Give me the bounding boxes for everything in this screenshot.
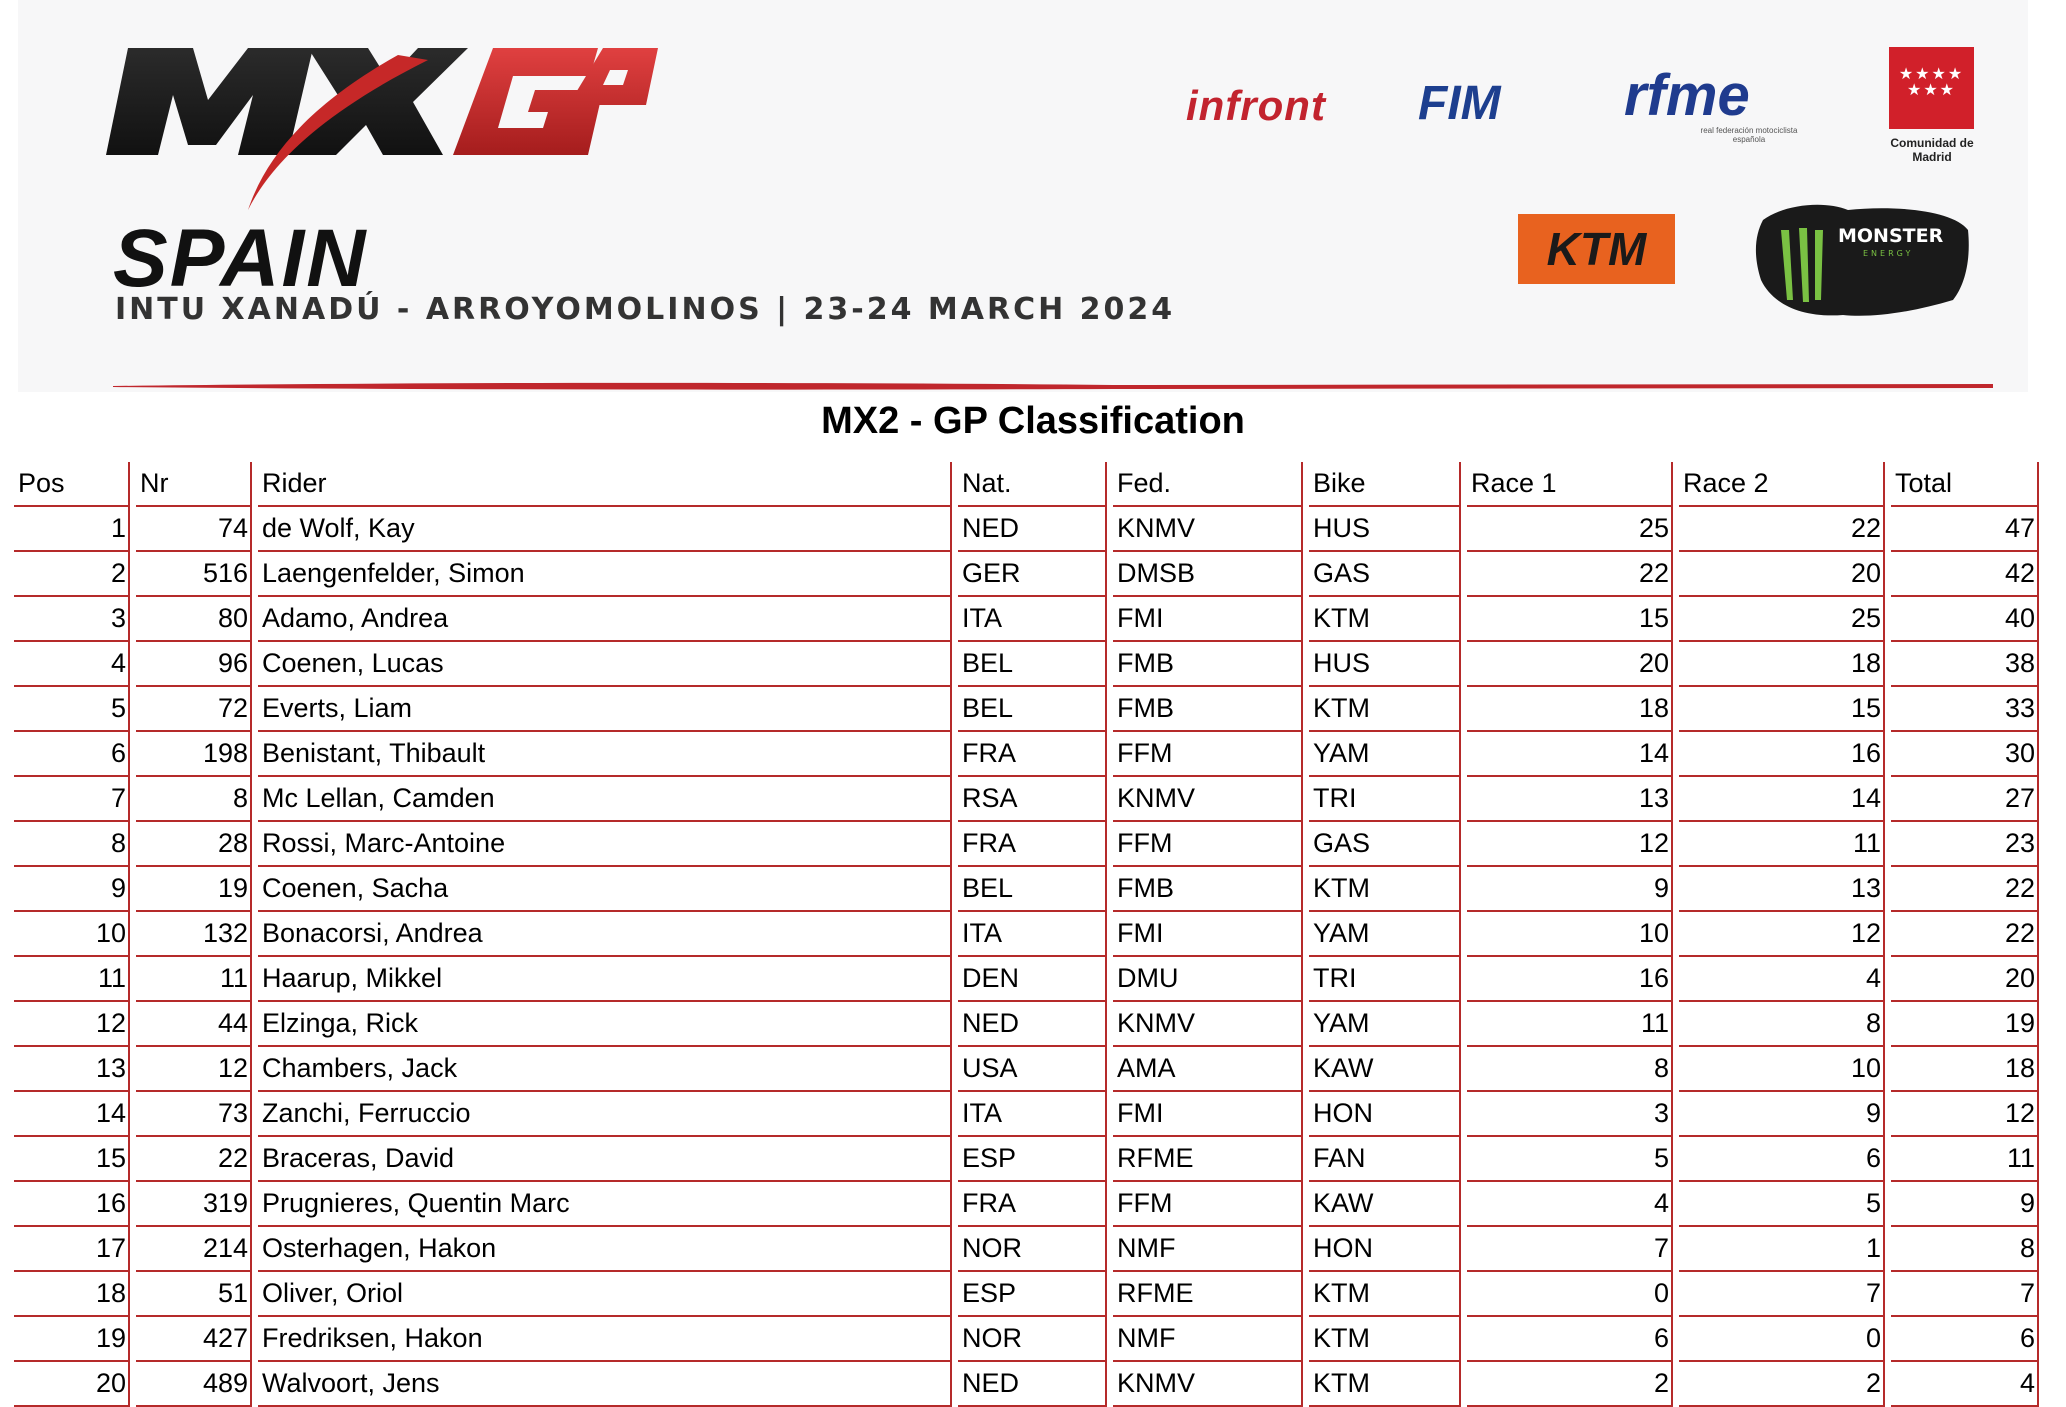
federation-cell: FFM (1113, 1182, 1303, 1227)
nationality-cell: ESP (958, 1137, 1107, 1182)
race2-points-cell: 10 (1679, 1047, 1885, 1092)
col-header-bike: Bike (1309, 462, 1461, 507)
table-row (14, 642, 2039, 687)
pos-cell: 18 (14, 1272, 130, 1317)
number-cell: 80 (136, 597, 252, 642)
race2-points-cell: 6 (1679, 1137, 1885, 1182)
nationality-cell: NED (958, 507, 1107, 552)
number-cell: 19 (136, 867, 252, 912)
race1-points-cell: 15 (1467, 597, 1673, 642)
number-cell: 516 (136, 552, 252, 597)
table-row (14, 957, 2039, 1002)
federation-cell: FFM (1113, 732, 1303, 777)
federation-cell: FMI (1113, 597, 1303, 642)
bike-cell: TRI (1309, 777, 1461, 822)
nationality-cell: DEN (958, 957, 1107, 1002)
col-header-total: Total (1891, 462, 2039, 507)
rider-cell: Bonacorsi, Andrea (258, 912, 952, 957)
bike-cell: KTM (1309, 687, 1461, 732)
nationality-cell: RSA (958, 777, 1107, 822)
total-points-cell: 11 (1891, 1137, 2039, 1182)
table-header-row (14, 462, 2039, 507)
federation-cell: NMF (1113, 1227, 1303, 1272)
pos-cell: 3 (14, 597, 130, 642)
pos-cell: 11 (14, 957, 130, 1002)
bike-cell: GAS (1309, 552, 1461, 597)
total-points-cell: 38 (1891, 642, 2039, 687)
bike-cell: YAM (1309, 912, 1461, 957)
table-row (14, 687, 2039, 732)
race2-points-cell: 18 (1679, 642, 1885, 687)
bike-cell: KTM (1309, 867, 1461, 912)
number-cell: 489 (136, 1362, 252, 1407)
col-header-race1: Race 1 (1467, 462, 1673, 507)
federation-cell: KNMV (1113, 1002, 1303, 1047)
bike-cell: KTM (1309, 1272, 1461, 1317)
nationality-cell: ITA (958, 597, 1107, 642)
table-row (14, 1362, 2039, 1407)
bike-cell: KTM (1309, 1362, 1461, 1407)
page-title: MX2 - GP Classification (821, 400, 1245, 442)
race2-points-cell: 9 (1679, 1092, 1885, 1137)
col-header-nat: Nat. (958, 462, 1107, 507)
federation-cell: FFM (1113, 822, 1303, 867)
pos-cell: 12 (14, 1002, 130, 1047)
number-cell: 319 (136, 1182, 252, 1227)
monster-energy-logo (1753, 200, 1973, 320)
ktm-logo-text: KTM (1546, 223, 1647, 275)
number-cell: 22 (136, 1137, 252, 1182)
race1-points-cell: 3 (1467, 1092, 1673, 1137)
number-cell: 74 (136, 507, 252, 552)
race2-points-cell: 14 (1679, 777, 1885, 822)
pos-cell: 6 (14, 732, 130, 777)
rfme-logo: rfme (1624, 63, 1750, 128)
race2-points-cell: 16 (1679, 732, 1885, 777)
pos-cell: 4 (14, 642, 130, 687)
race1-points-cell: 12 (1467, 822, 1673, 867)
nationality-cell: GER (958, 552, 1107, 597)
number-cell: 132 (136, 912, 252, 957)
race1-points-cell: 11 (1467, 1002, 1673, 1047)
bike-cell: TRI (1309, 957, 1461, 1002)
nationality-cell: NED (958, 1362, 1107, 1407)
nationality-cell: ESP (958, 1272, 1107, 1317)
race1-points-cell: 0 (1467, 1272, 1673, 1317)
table-row (14, 867, 2039, 912)
total-points-cell: 40 (1891, 597, 2039, 642)
rider-cell: Fredriksen, Hakon (258, 1317, 952, 1362)
table-row (14, 1317, 2039, 1362)
number-cell: 44 (136, 1002, 252, 1047)
stars-icon: ★★★★ ★★★ (1898, 66, 1965, 99)
pos-cell: 14 (14, 1092, 130, 1137)
total-points-cell: 18 (1891, 1047, 2039, 1092)
header-banner (18, 0, 2028, 392)
red-divider-stripe (113, 380, 1993, 392)
event-name: SPAIN (113, 213, 368, 304)
race1-points-cell: 20 (1467, 642, 1673, 687)
race2-points-cell: 1 (1679, 1227, 1885, 1272)
race1-points-cell: 25 (1467, 507, 1673, 552)
rider-cell: Everts, Liam (258, 687, 952, 732)
bike-cell: FAN (1309, 1137, 1461, 1182)
total-points-cell: 23 (1891, 822, 2039, 867)
number-cell: 12 (136, 1047, 252, 1092)
total-points-cell: 22 (1891, 867, 2039, 912)
bike-cell: GAS (1309, 822, 1461, 867)
nationality-cell: BEL (958, 642, 1107, 687)
table-row (14, 1047, 2039, 1092)
pos-cell: 7 (14, 777, 130, 822)
rider-cell: Walvoort, Jens (258, 1362, 952, 1407)
race2-points-cell: 22 (1679, 507, 1885, 552)
pos-cell: 13 (14, 1047, 130, 1092)
bike-cell: HUS (1309, 507, 1461, 552)
number-cell: 28 (136, 822, 252, 867)
federation-cell: RFME (1113, 1272, 1303, 1317)
bike-cell: KTM (1309, 597, 1461, 642)
table-row (14, 777, 2039, 822)
total-points-cell: 20 (1891, 957, 2039, 1002)
pos-cell: 1 (14, 507, 130, 552)
table-row (14, 912, 2039, 957)
race1-points-cell: 7 (1467, 1227, 1673, 1272)
total-points-cell: 33 (1891, 687, 2039, 732)
rider-cell: Mc Lellan, Camden (258, 777, 952, 822)
number-cell: 51 (136, 1272, 252, 1317)
number-cell: 96 (136, 642, 252, 687)
rider-cell: Oliver, Oriol (258, 1272, 952, 1317)
federation-cell: RFME (1113, 1137, 1303, 1182)
federation-cell: FMI (1113, 912, 1303, 957)
col-header-nr: Nr (136, 462, 252, 507)
bike-cell: HON (1309, 1227, 1461, 1272)
nationality-cell: NOR (958, 1227, 1107, 1272)
madrid-flag-logo (1889, 47, 1974, 129)
infront-logo: infront (1186, 82, 1326, 129)
bike-cell: KAW (1309, 1047, 1461, 1092)
pos-cell: 2 (14, 552, 130, 597)
bike-cell: YAM (1309, 732, 1461, 777)
pos-cell: 9 (14, 867, 130, 912)
race2-points-cell: 20 (1679, 552, 1885, 597)
rider-cell: Elzinga, Rick (258, 1002, 952, 1047)
nationality-cell: BEL (958, 867, 1107, 912)
col-header-fed: Fed. (1113, 462, 1303, 507)
pos-cell: 10 (14, 912, 130, 957)
race2-points-cell: 2 (1679, 1362, 1885, 1407)
rider-cell: Haarup, Mikkel (258, 957, 952, 1002)
total-points-cell: 9 (1891, 1182, 2039, 1227)
federation-cell: FMB (1113, 687, 1303, 732)
race2-points-cell: 7 (1679, 1272, 1885, 1317)
federation-cell: FMB (1113, 867, 1303, 912)
number-cell: 72 (136, 687, 252, 732)
fim-logo: FIM (1418, 77, 1501, 130)
nationality-cell: FRA (958, 822, 1107, 867)
race1-points-cell: 14 (1467, 732, 1673, 777)
rider-cell: Laengenfelder, Simon (258, 552, 952, 597)
federation-cell: NMF (1113, 1317, 1303, 1362)
col-header-rider: Rider (258, 462, 952, 507)
table-row (14, 1092, 2039, 1137)
col-header-race2: Race 2 (1679, 462, 1885, 507)
number-cell: 11 (136, 957, 252, 1002)
col-header-pos: Pos (14, 462, 130, 507)
race2-points-cell: 11 (1679, 822, 1885, 867)
rider-cell: de Wolf, Kay (258, 507, 952, 552)
total-points-cell: 19 (1891, 1002, 2039, 1047)
nationality-cell: ITA (958, 1092, 1107, 1137)
total-points-cell: 27 (1891, 777, 2039, 822)
table-row (14, 1182, 2039, 1227)
total-points-cell: 8 (1891, 1227, 2039, 1272)
number-cell: 73 (136, 1092, 252, 1137)
race2-points-cell: 0 (1679, 1317, 1885, 1362)
race1-points-cell: 13 (1467, 777, 1673, 822)
bike-cell: KTM (1309, 1317, 1461, 1362)
ktm-logo (1518, 214, 1675, 284)
rider-cell: Adamo, Andrea (258, 597, 952, 642)
rider-cell: Coenen, Sacha (258, 867, 952, 912)
rider-cell: Benistant, Thibault (258, 732, 952, 777)
nationality-cell: BEL (958, 687, 1107, 732)
race1-points-cell: 2 (1467, 1362, 1673, 1407)
total-points-cell: 12 (1891, 1092, 2039, 1137)
race1-points-cell: 10 (1467, 912, 1673, 957)
table-row (14, 552, 2039, 597)
table-row (14, 597, 2039, 642)
rider-cell: Prugnieres, Quentin Marc (258, 1182, 952, 1227)
pos-cell: 20 (14, 1362, 130, 1407)
federation-cell: KNMV (1113, 507, 1303, 552)
federation-cell: FMB (1113, 642, 1303, 687)
table-row (14, 1272, 2039, 1317)
table-row (14, 1227, 2039, 1272)
mxgp-logo (98, 40, 658, 210)
race2-points-cell: 15 (1679, 687, 1885, 732)
total-points-cell: 22 (1891, 912, 2039, 957)
race2-points-cell: 25 (1679, 597, 1885, 642)
rider-cell: Coenen, Lucas (258, 642, 952, 687)
total-points-cell: 47 (1891, 507, 2039, 552)
federation-cell: FMI (1113, 1092, 1303, 1137)
pos-cell: 8 (14, 822, 130, 867)
table-row (14, 1002, 2039, 1047)
federation-cell: DMU (1113, 957, 1303, 1002)
number-cell: 427 (136, 1317, 252, 1362)
rider-cell: Chambers, Jack (258, 1047, 952, 1092)
table-row (14, 1137, 2039, 1182)
table-body (14, 507, 2039, 1407)
race2-points-cell: 5 (1679, 1182, 1885, 1227)
race1-points-cell: 8 (1467, 1047, 1673, 1092)
race1-points-cell: 9 (1467, 867, 1673, 912)
total-points-cell: 42 (1891, 552, 2039, 597)
pos-cell: 5 (14, 687, 130, 732)
bike-cell: HUS (1309, 642, 1461, 687)
event-venue-date: INTU XANADÚ - ARROYOMOLINOS | 23-24 MARCH 2024 (115, 292, 1176, 327)
total-points-cell: 30 (1891, 732, 2039, 777)
rfme-subtitle: real federación motociclista española (1700, 126, 1798, 144)
table-row (14, 822, 2039, 867)
pos-cell: 16 (14, 1182, 130, 1227)
nationality-cell: ITA (958, 912, 1107, 957)
bike-cell: HON (1309, 1092, 1461, 1137)
race1-points-cell: 4 (1467, 1182, 1673, 1227)
svg-text:ENERGY: ENERGY (1863, 249, 1914, 258)
number-cell: 198 (136, 732, 252, 777)
nationality-cell: NOR (958, 1317, 1107, 1362)
federation-cell: AMA (1113, 1047, 1303, 1092)
number-cell: 214 (136, 1227, 252, 1272)
classification-table (8, 462, 2045, 1407)
pos-cell: 15 (14, 1137, 130, 1182)
total-points-cell: 7 (1891, 1272, 2039, 1317)
monster-logo-text: MONSTER (1838, 225, 1944, 247)
race1-points-cell: 18 (1467, 687, 1673, 732)
rider-cell: Zanchi, Ferruccio (258, 1092, 952, 1137)
federation-cell: KNMV (1113, 777, 1303, 822)
total-points-cell: 6 (1891, 1317, 2039, 1362)
race1-points-cell: 22 (1467, 552, 1673, 597)
pos-cell: 17 (14, 1227, 130, 1272)
rider-cell: Braceras, David (258, 1137, 952, 1182)
table-row (14, 732, 2039, 777)
bike-cell: YAM (1309, 1002, 1461, 1047)
race2-points-cell: 12 (1679, 912, 1885, 957)
rider-cell: Rossi, Marc-Antoine (258, 822, 952, 867)
number-cell: 8 (136, 777, 252, 822)
bike-cell: KAW (1309, 1182, 1461, 1227)
race1-points-cell: 6 (1467, 1317, 1673, 1362)
race2-points-cell: 4 (1679, 957, 1885, 1002)
race1-points-cell: 16 (1467, 957, 1673, 1002)
total-points-cell: 4 (1891, 1362, 2039, 1407)
nationality-cell: FRA (958, 732, 1107, 777)
race2-points-cell: 13 (1679, 867, 1885, 912)
madrid-logo-text: Comunidad de Madrid (1890, 136, 1974, 164)
pos-cell: 19 (14, 1317, 130, 1362)
nationality-cell: FRA (958, 1182, 1107, 1227)
table-row (14, 507, 2039, 552)
federation-cell: KNMV (1113, 1362, 1303, 1407)
nationality-cell: NED (958, 1002, 1107, 1047)
rider-cell: Osterhagen, Hakon (258, 1227, 952, 1272)
federation-cell: DMSB (1113, 552, 1303, 597)
nationality-cell: USA (958, 1047, 1107, 1092)
race2-points-cell: 8 (1679, 1002, 1885, 1047)
race1-points-cell: 5 (1467, 1137, 1673, 1182)
